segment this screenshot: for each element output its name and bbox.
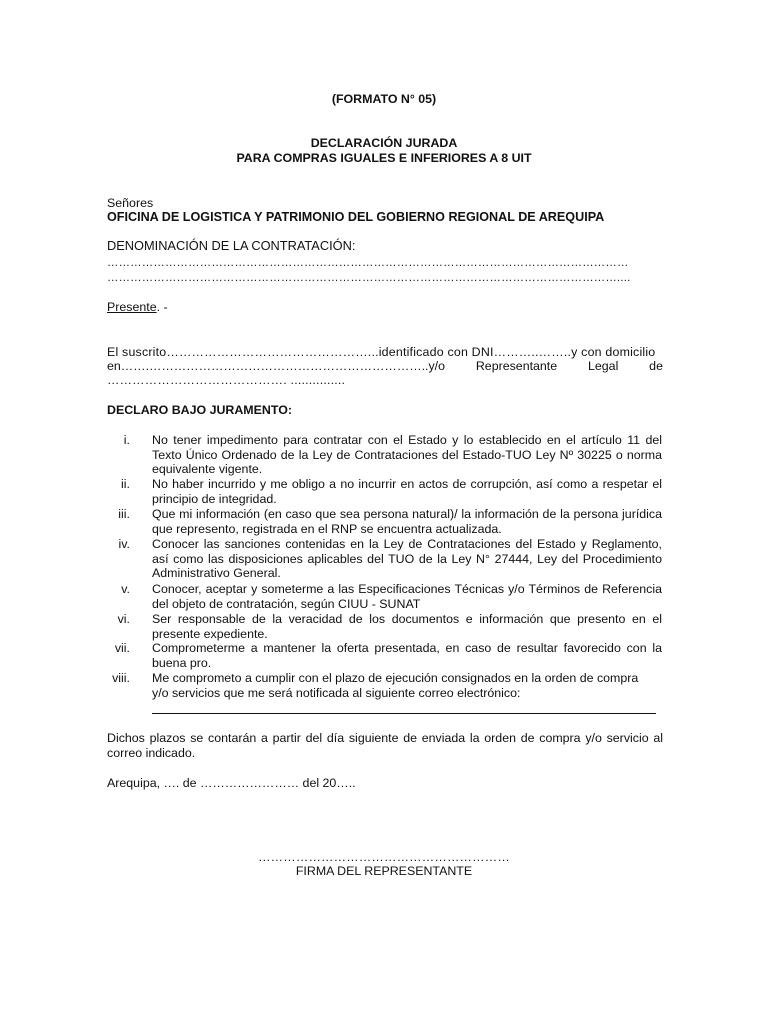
email-blank-line (152, 713, 656, 714)
declarant-line-2 (107, 359, 663, 374)
presente-suffix: . - (156, 300, 168, 314)
declarant-word-de: de (649, 359, 663, 373)
item-text: No tener impedimento para contratar con el Estado y lo establecido en el artículo 11 del Texto Único Ordenado de la Ley de Contrataciones del Estado-TUO Ley Nº 30225 o norma equivalente vigente. (152, 433, 662, 477)
item-text-line-2: y/o servicios que me será notificada al siguiente correo electrónico: (152, 686, 521, 700)
declarant-address: en…….…………………………………………………………..y/o (107, 359, 446, 373)
contract-line-1: ……………………………………………………………………………………………………………………… (107, 257, 629, 269)
declarant-word-legal: Legal (588, 359, 619, 373)
signature-line: …………………………………………………… (258, 850, 510, 864)
declarant-line-3: ……………………………………. ............... (107, 373, 346, 387)
addressee-office: OFICINA DE LOGISTICA Y PATRIMONIO DEL GOBIERNO REGIONAL DE AREQUIPA (107, 210, 605, 224)
presente (107, 300, 168, 315)
declaro-heading: DECLARO BAJO JURAMENTO: (107, 403, 292, 417)
item-text: No haber incurrido y me obligo a no incurrir en actos de corrupción, así como a respetar el principio de integridad. (152, 477, 662, 506)
item-number: i. (123, 433, 130, 447)
declarant-word-representante: Representante (475, 359, 558, 373)
presente-word: Presente (107, 300, 157, 314)
contract-label: DENOMINACIÓN DE LA CONTRATACIÓN: (107, 238, 356, 253)
item-number: vi. (117, 612, 130, 626)
format-number: (FORMATO N° 05) (331, 92, 437, 106)
declarant-line-1: El suscrito…………………………………………...identificado con DNI………..……..y con domicilio (107, 345, 656, 359)
item-number: v. (121, 582, 130, 596)
salutation: Señores (107, 196, 154, 210)
item-text: Ser responsable de la veracidad de los documentos e información que presento en el presente expediente. (152, 612, 662, 641)
item-number: viii. (112, 671, 130, 685)
signature-label: FIRMA DEL REPRESENTANTE (295, 864, 473, 878)
item-text: Comprometerme a mantener la oferta presentada, en caso de resultar favorecido con la buena pro. (152, 641, 662, 670)
item-text: Que mi información (en caso que sea persona natural)/ la información de la persona jurídica que represento, registrada en el RNP se encuentra actualizada. (152, 507, 662, 536)
item-text: Conocer las sanciones contenidas en la Ley de Contrataciones del Estado y Reglamento, así como las disposiciones aplicables del TUO de la Ley N° 27444, Ley del Procedimiento Administrativo General. (152, 537, 662, 581)
item-number: vii. (114, 641, 130, 655)
document-title: DECLARACIÓN JURADA (310, 136, 458, 150)
plazos-paragraph: Dichos plazos se contarán a partir del día siguiente de enviada la orden de compra y/o servicio al correo indicado. (107, 731, 663, 760)
contract-line-2: …………………………………………………………………………………………………………………….... (107, 272, 631, 284)
item-number: iv. (118, 537, 130, 551)
item-number: iii. (118, 507, 130, 521)
item-text-line-1: Me comprometo a cumplir con el plazo de ejecución consignados en la orden de compra (152, 671, 639, 685)
date-line: Arequipa, …. de …………………… del 20….. (107, 776, 356, 790)
document-subtitle: PARA COMPRAS IGUALES E INFERIORES A 8 UIT (236, 151, 532, 165)
item-text: Conocer, aceptar y someterme a las Especificaciones Técnicas y/o Términos de Referencia del objeto de contratación, según CIUU - SUNAT (152, 582, 662, 611)
item-number: ii. (121, 477, 130, 491)
